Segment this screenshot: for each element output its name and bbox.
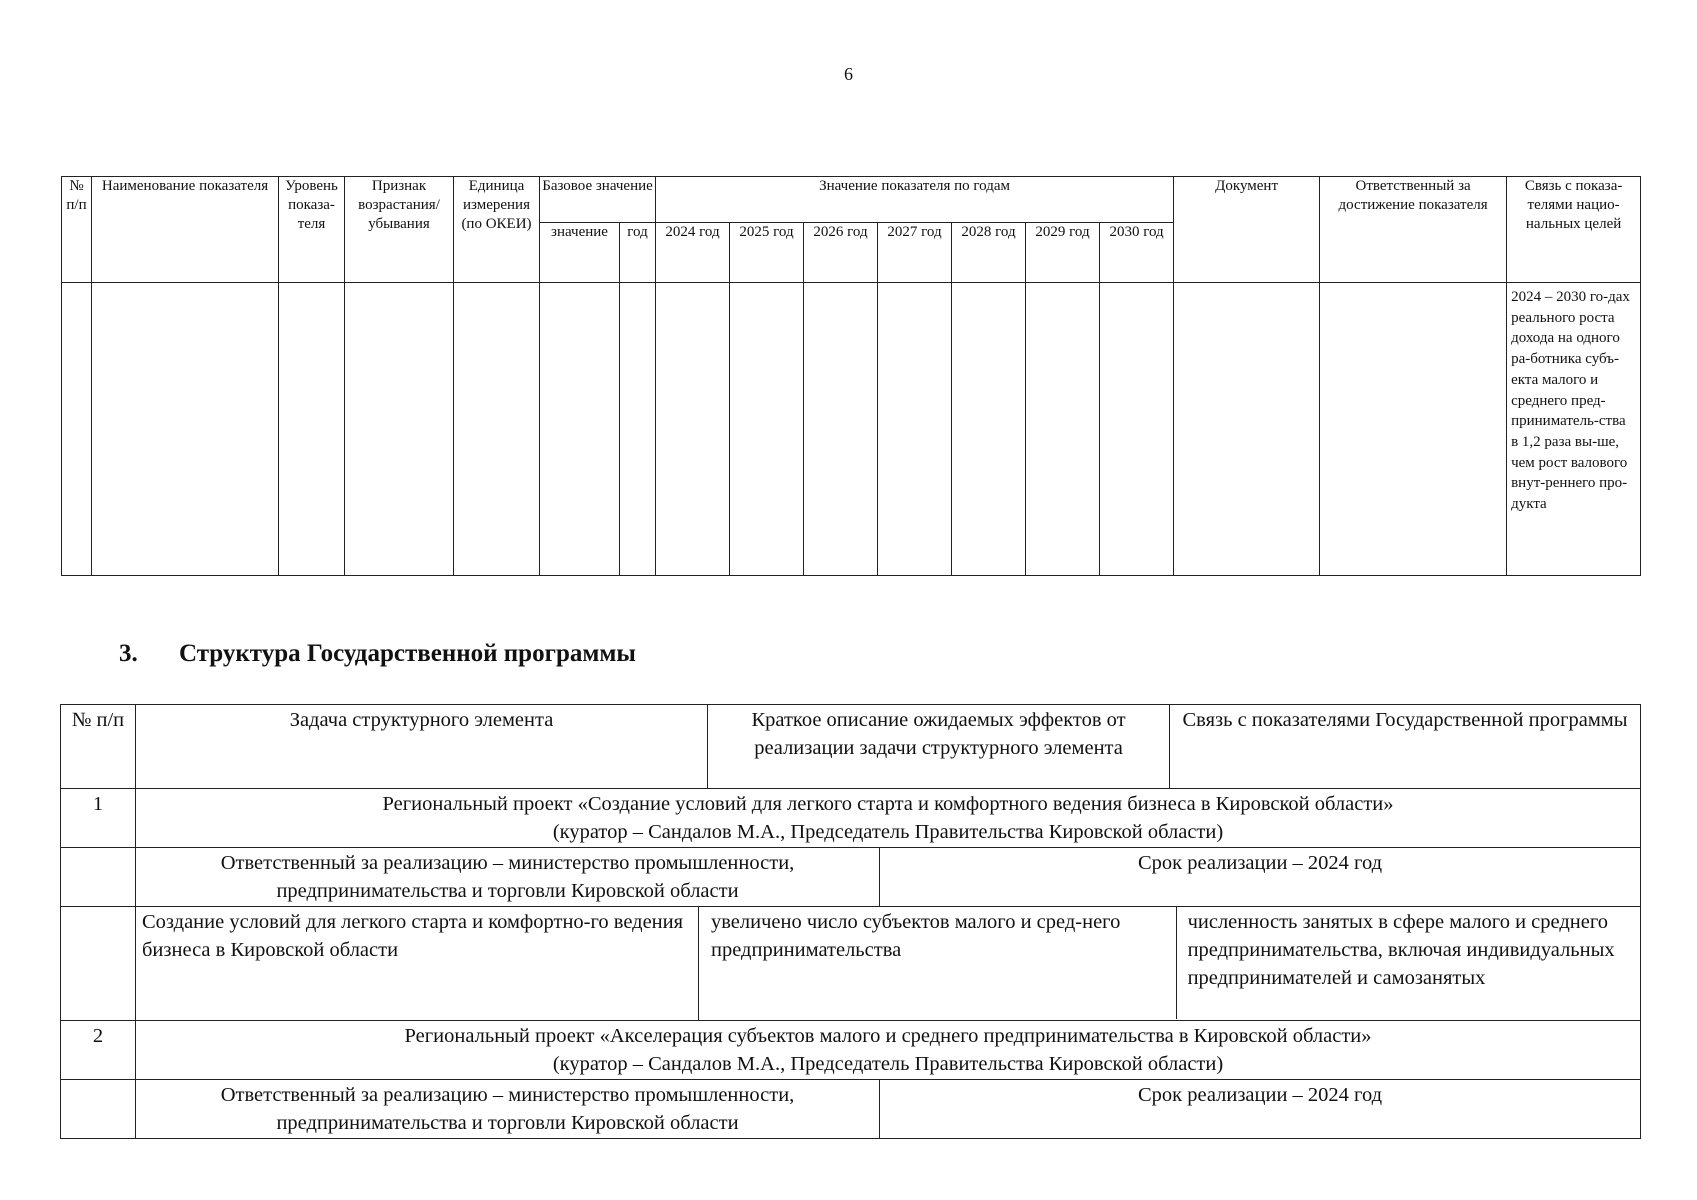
cell-empty xyxy=(730,283,804,576)
cell-empty xyxy=(656,283,730,576)
cell-empty xyxy=(279,283,345,576)
task-inner-row xyxy=(699,907,1640,1019)
header-document: Документ xyxy=(1174,177,1320,283)
header-base-value-year: год xyxy=(620,223,656,283)
header-num: № п/п xyxy=(61,705,136,789)
cell-empty xyxy=(61,848,136,907)
project-curator: (куратор – Сандалов М.А., Председатель Правительства Кировской области) xyxy=(552,1053,1224,1075)
header-effects: Краткое описание ожидаемых эффектов от реализации задачи структурного элемента xyxy=(708,705,1170,789)
header-year-2030: 2030 год xyxy=(1100,223,1174,283)
project-title-row xyxy=(61,1021,1641,1080)
project-task-row xyxy=(61,907,1641,1021)
indicators-body-row xyxy=(62,283,1641,576)
project-title: Региональный проект «Акселерация субъектов малого и среднего предпринимательства в Кировской области» xyxy=(404,1025,1372,1047)
project-title-cell xyxy=(136,1021,1641,1080)
header-task: Задача структурного элемента xyxy=(136,705,708,789)
project-number: 1 xyxy=(61,789,136,848)
header-program-indicators-link: Связь с показателями Государственной программы xyxy=(1170,705,1641,789)
cell-empty xyxy=(804,283,878,576)
cell-empty xyxy=(540,283,620,576)
cell-empty xyxy=(952,283,1026,576)
section-heading xyxy=(119,640,636,668)
header-responsible: Ответственный за достижение показателя xyxy=(1320,177,1507,283)
project-responsible: Ответственный за реализацию – министерство промышленности, предпринимательства и торговли Кировской области xyxy=(136,1080,880,1139)
header-indicator-name: Наименование показателя xyxy=(92,177,279,283)
header-year-2029: 2029 год xyxy=(1026,223,1100,283)
cell-empty xyxy=(1026,283,1100,576)
header-base-value: Базовое значение xyxy=(540,177,656,223)
header-year-2028: 2028 год xyxy=(952,223,1026,283)
cell-empty xyxy=(345,283,454,576)
project-number: 2 xyxy=(61,1021,136,1080)
project-term: Срок реализации – 2024 год xyxy=(880,848,1641,907)
header-year-2024: 2024 год xyxy=(656,223,730,283)
project-title-cell xyxy=(136,789,1641,848)
header-year-2025: 2025 год xyxy=(730,223,804,283)
cell-empty xyxy=(454,283,540,576)
project-responsible-row xyxy=(61,848,1641,907)
cell-empty xyxy=(61,907,136,1021)
header-level: Уровень показа-теля xyxy=(279,177,345,283)
task-inner-table xyxy=(699,907,1640,1019)
cell-empty xyxy=(1100,283,1174,576)
program-indicator: численность занятых в сфере малого и среднего предпринимательства, включая индивидуальных предпринимателей и самозанятых xyxy=(1187,911,1615,989)
header-num: № п/п xyxy=(62,177,92,283)
header-unit: Единица измерения (по ОКЕИ) xyxy=(454,177,540,283)
header-base-value-value: значение xyxy=(540,223,620,283)
header-national-goals-link: Связь с показа-телями нацио-нальных целей xyxy=(1507,177,1641,283)
header-values-by-year: Значение показателя по годам xyxy=(656,177,1174,223)
section-title: Структура Государственной программы xyxy=(179,640,636,667)
task-effects-indicator-cell xyxy=(699,907,1641,1021)
project-term: Срок реализации – 2024 год xyxy=(880,1080,1641,1139)
project-title-row xyxy=(61,789,1641,848)
cell-empty xyxy=(1320,283,1507,576)
section-number: 3. xyxy=(119,640,138,667)
header-year-2026: 2026 год xyxy=(804,223,878,283)
structure-table xyxy=(60,704,1641,1139)
structure-header-row xyxy=(61,705,1641,789)
cell-empty xyxy=(620,283,656,576)
project-responsible-row xyxy=(61,1080,1641,1139)
national-goals-link-text: 2024 – 2030 го-дах реального роста дохода на одного ра-ботника субъ-екта малого и среднего пред-приниматель-ства в 1,2 раза вы-ше, чем рост валового внут-реннего про-дукта xyxy=(1507,283,1641,576)
cell-empty xyxy=(878,283,952,576)
cell-empty xyxy=(61,1080,136,1139)
project-title: Региональный проект «Создание условий для легкого старта и комфортного ведения бизнеса в Кировской области» xyxy=(382,793,1394,815)
cell-empty xyxy=(92,283,279,576)
indicators-table xyxy=(61,176,1641,576)
header-year-2027: 2027 год xyxy=(878,223,952,283)
indicators-header-row xyxy=(62,177,1641,223)
header-trend: Признак возрастания/ убывания xyxy=(345,177,454,283)
task-text: Создание условий для легкого старта и комфортно-го ведения бизнеса в Кировской области xyxy=(136,907,699,1021)
project-curator: (куратор – Сандалов М.А., Председатель Правительства Кировской области) xyxy=(552,821,1224,843)
expected-effect: увеличено число субъектов малого и сред-него предпринимательства xyxy=(699,907,1176,1019)
cell-empty xyxy=(62,283,92,576)
project-responsible: Ответственный за реализацию – министерство промышленности, предпринимательства и торговли Кировской области xyxy=(136,848,880,907)
cell-empty xyxy=(1174,283,1320,576)
page-number: 6 xyxy=(844,64,853,84)
